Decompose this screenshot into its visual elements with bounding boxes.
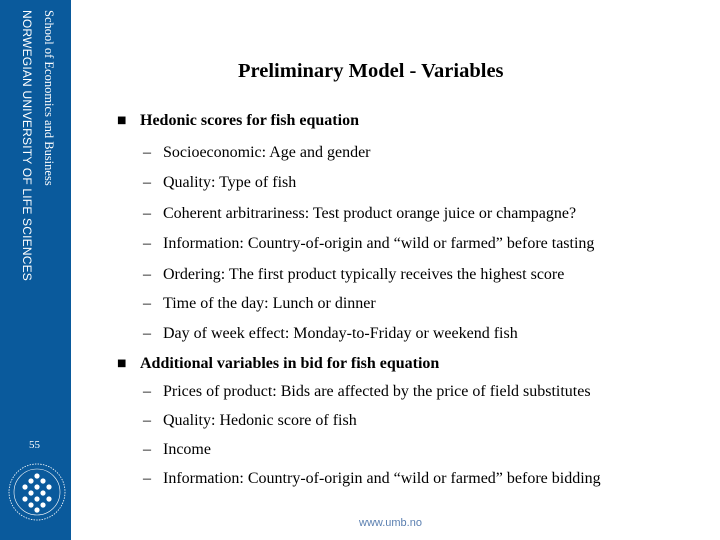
dash-marker-icon: – bbox=[143, 441, 151, 458]
bullet-heading: Additional variables in bid for fish equation bbox=[140, 355, 440, 372]
dash-marker-icon: – bbox=[143, 412, 151, 429]
dash-marker-icon: – bbox=[143, 295, 151, 312]
list-item-text: Quality: Hedonic score of fish bbox=[163, 412, 357, 429]
list-item-text: Prices of product: Bids are affected by the price of field substitutes bbox=[163, 383, 591, 400]
list-item-text: Time of the day: Lunch or dinner bbox=[163, 295, 376, 312]
dash-marker-icon: – bbox=[143, 205, 151, 222]
dash-marker-icon: – bbox=[143, 383, 151, 400]
school-name: School of Economics and Business bbox=[42, 10, 56, 186]
university-name: NORWEGIAN UNIVERSITY OF LIFE SCIENCES bbox=[20, 10, 34, 282]
list-item-text: Ordering: The first product typically receives the highest score bbox=[163, 266, 565, 283]
dash-marker-icon: – bbox=[143, 174, 151, 191]
dash-marker-icon: – bbox=[143, 325, 151, 342]
list-item-text: Socioeconomic: Age and gender bbox=[163, 144, 371, 161]
slide-title: Preliminary Model - Variables bbox=[238, 60, 504, 82]
bullet-marker-icon: ■ bbox=[117, 358, 127, 369]
dash-marker-icon: – bbox=[143, 470, 151, 487]
university-seal-icon bbox=[7, 462, 67, 522]
bullet-marker-icon: ■ bbox=[117, 115, 127, 126]
sidebar bbox=[0, 0, 71, 540]
dash-marker-icon: – bbox=[143, 235, 151, 252]
list-item-text: Day of week effect: Monday-to-Friday or weekend fish bbox=[163, 325, 518, 342]
list-item-text: Coherent arbitrariness: Test product orange juice or champagne? bbox=[163, 205, 577, 222]
page-number: 55 bbox=[29, 439, 40, 451]
list-item-text: Information: Country-of-origin and “wild or farmed” before bidding bbox=[163, 470, 601, 487]
list-item-text: Quality: Type of fish bbox=[163, 174, 297, 191]
list-item-text: Income bbox=[163, 441, 211, 458]
list-item-text: Information: Country-of-origin and “wild or farmed” before tasting bbox=[163, 235, 595, 252]
bullet-heading: Hedonic scores for fish equation bbox=[140, 112, 359, 129]
footer-url: www.umb.no bbox=[359, 517, 422, 529]
dash-marker-icon: – bbox=[143, 266, 151, 283]
dash-marker-icon: – bbox=[143, 144, 151, 161]
